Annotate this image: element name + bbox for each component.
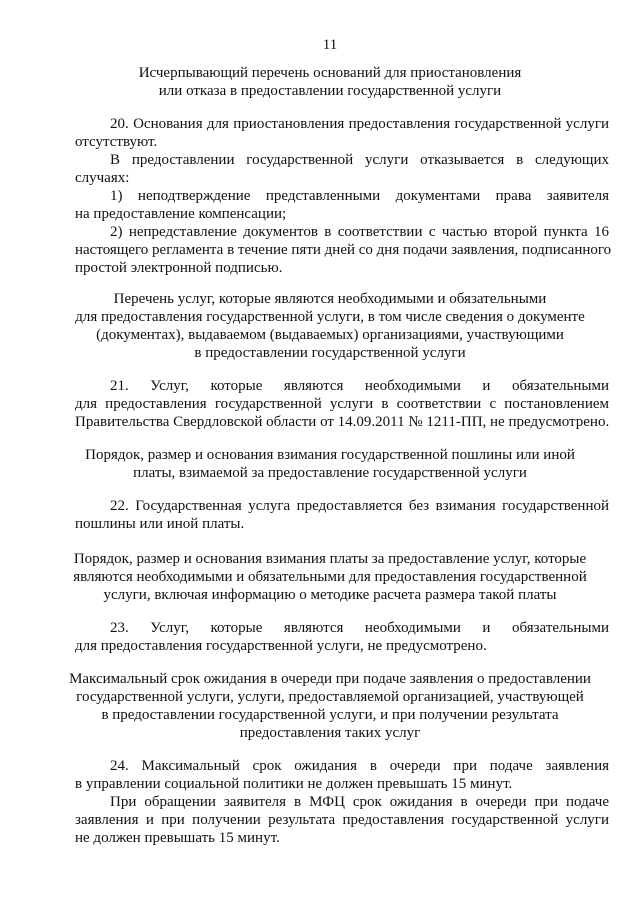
section-heading-line: услуги, включая информацию о методике расчета размера такой платы — [103, 587, 557, 603]
list-item-line: на предоставление компенсации; — [75, 206, 287, 222]
section-heading-line: Перечень услуг, которые являются необходимыми и обязательными — [113, 291, 547, 307]
paragraph-line: 24. Максимальный срок ожидания в очереди при подаче заявления — [110, 758, 609, 774]
section-heading-line: для предоставления государственной услуги, в том числе сведения о документе — [75, 309, 585, 325]
section-heading-line: являются необходимыми и обязательными для предоставления государственной — [73, 569, 587, 585]
section-heading-line: в предоставлении государственной услуги — [194, 345, 466, 361]
page-number: 11 — [322, 37, 338, 53]
paragraph-line: 22. Государственная услуга предоставляется без взимания государственной — [110, 498, 609, 514]
section-heading-line: или отказа в предоставлении государственной услуги — [158, 83, 502, 99]
section-heading-line: (документах), выдаваемом (выдаваемых) организациями, участвующими — [96, 327, 564, 343]
paragraph-line: в управлении социальной политики не должен превышать 15 минут. — [75, 776, 513, 792]
section-heading-line: Исчерпывающий перечень оснований для приостановления — [138, 65, 522, 81]
section-heading-line: предоставления таких услуг — [239, 725, 421, 741]
paragraph-line: заявления и при получении результата предоставления государственной услуги — [75, 812, 609, 828]
section-heading-line: государственной услуги, услуги, предоставляемой организацией, участвующей — [76, 689, 584, 705]
paragraph-line: 23. Услуг, которые являются необходимыми и обязательными — [110, 620, 609, 636]
section-heading-line: Порядок, размер и основания взимания платы за предоставление услуг, которые — [73, 551, 587, 567]
paragraph-line: Правительства Свердловской области от 14.09.2011 № 1211-ПП, не предусмотрено. — [75, 414, 610, 430]
list-item-line: настоящего регламента в течение пяти дней со дня подачи заявления, подписанного — [75, 242, 612, 258]
paragraph-line: 20. Основания для приостановления предоставления государственной услуги — [110, 116, 609, 132]
section-heading-line: в предоставлении государственной услуги, и при получении результата — [101, 707, 559, 723]
paragraph-line: пошлины или иной платы. — [75, 516, 245, 532]
list-item-line: простой электронной подписью. — [75, 260, 283, 276]
section-heading-line: Максимальный срок ожидания в очереди при подаче заявления о предоставлении — [69, 671, 591, 687]
paragraph-line: случаях: — [75, 170, 130, 186]
paragraph-line: для предоставления государственной услуги в соответствии с постановлением — [75, 396, 609, 412]
list-item-line: 1) неподтверждение представленными документами права заявителя — [110, 188, 609, 204]
paragraph-line: для предоставления государственной услуги, не предусмотрено. — [75, 638, 487, 654]
paragraph-line: отсутствуют. — [75, 134, 158, 150]
paragraph-line: 21. Услуг, которые являются необходимыми и обязательными — [110, 378, 609, 394]
paragraph-line: При обращении заявителя в МФЦ срок ожидания в очереди при подаче — [110, 794, 609, 810]
list-item-line: 2) непредставление документов в соответствии с частью второй пункта 16 — [110, 224, 609, 240]
section-heading-line: платы, взимаемой за предоставление государственной услуги — [133, 465, 527, 481]
section-heading-line: Порядок, размер и основания взимания государственной пошлины или иной — [85, 447, 575, 463]
paragraph-line: не должен превышать 15 минут. — [75, 830, 280, 846]
paragraph-line: В предоставлении государственной услуги отказывается в следующих — [110, 152, 609, 168]
